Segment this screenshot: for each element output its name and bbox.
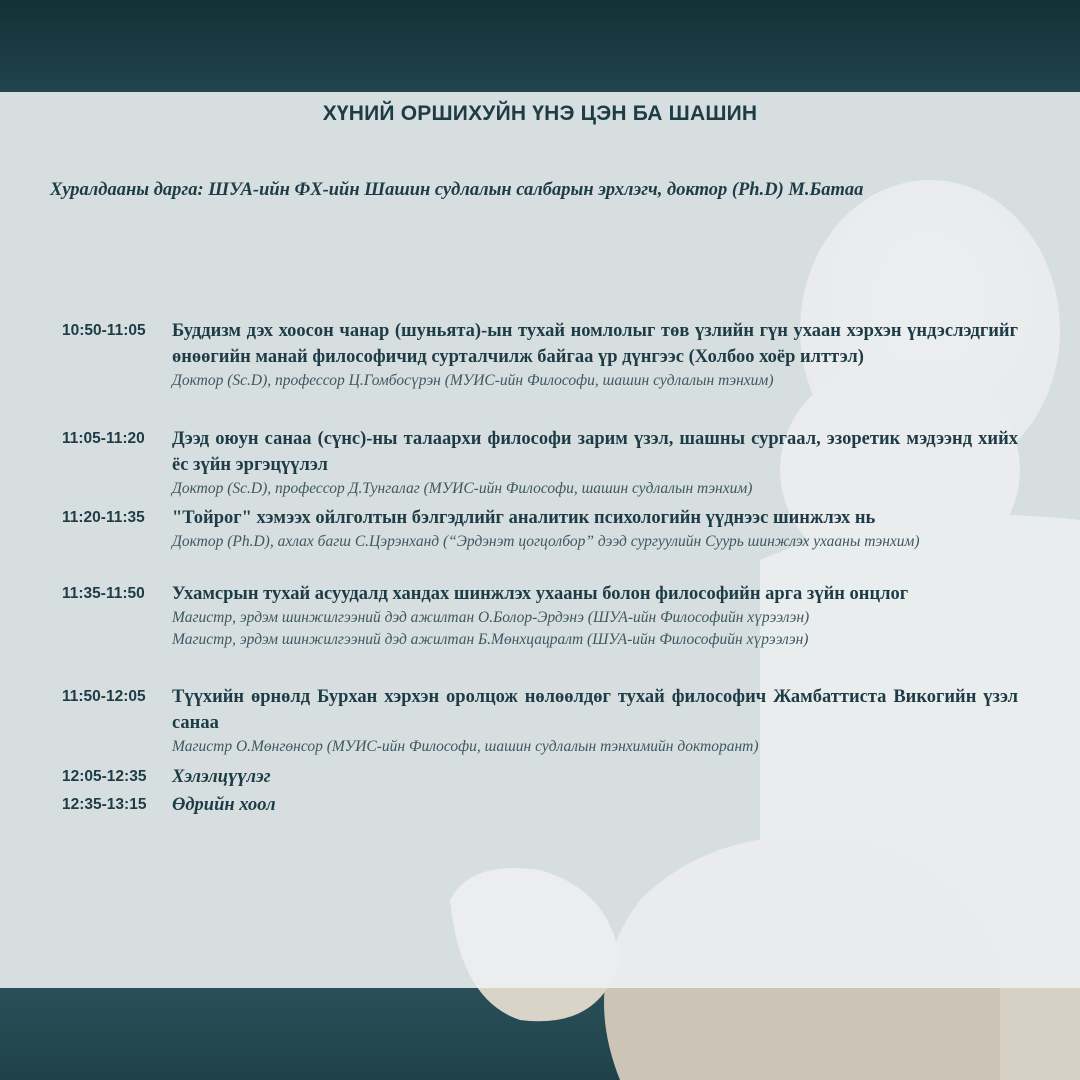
session-topic: Түүхийн өрнөлд Бурхан хэрхэн оролцож нөлөөлдөг тухай философич Жамбаттиста Викогийн үзэл санаа — [172, 687, 1018, 733]
session-time: 10:50-11:05 — [62, 322, 146, 339]
session-speaker: Магистр О.Мөнгөнсор (МУИС-ийн Философи, шашин судлалын тэнхимийн докторант) — [172, 738, 759, 755]
session-time: 12:05-12:35 — [62, 768, 147, 785]
session-speaker: Доктор (Sc.D), профессор Д.Тунгалаг (МУИС-ийн Философи, шашин судлалын тэнхим) — [172, 480, 753, 497]
session-speaker: Магистр, эрдэм шинжилгээний дэд ажилтан О.Болор-Эрдэнэ (ШУА-ийн Философийн хүрээлэн) — [172, 609, 810, 626]
session-topic: Буддизм дэх хоосон чанар (шуньята)-ын тухай номлолыг төв үзлийн гүн ухаан хэрхэн үндэслэдгийг өнөөгийн манай философичид сурталчилж байгаа үр дүнгээс (Холбоо хоёр илттэл) — [172, 321, 1018, 367]
session-speaker: Доктор (Sc.D), профессор Ц.Гомбосүрэн (МУИС-ийн Философи, шашин судлалын тэнхим) — [172, 372, 774, 389]
session-topic: Хэлэлцүүлэг — [172, 767, 271, 787]
session-topic: Дээд оюун санаа (сүнс)-ны талаархи философи зарим үзэл, шашны сургаал, эзоретик мэдээнд хийх ёс зүйн эргэцүүлэл — [172, 429, 1018, 475]
session-speaker: Доктор (Ph.D), ахлах багш С.Цэрэнханд (“Эрдэнэт цогцолбор” дээд сургуулийн Суурь шинжлэх ухааны тэнхим) — [172, 533, 920, 550]
session-time: 11:50-12:05 — [62, 688, 146, 705]
session-chair: Хуралдааны дарга: ШУА-ийн ФХ-ийн Шашин судлалын салбарын эрхлэгч, доктор (Ph.D) М.Батаа — [50, 180, 864, 200]
session-topic: Ухамсрын тухай асуудалд хандах шинжлэх ухааны болон философийн арга зүйн онцлог — [172, 584, 909, 604]
page-title: ХҮНИЙ ОРШИХУЙН ҮНЭ ЦЭН БА ШАШИН — [322, 102, 758, 125]
session-topic: "Тойрог" хэмээх ойлголтын бэлгэдлийг аналитик психологийн үүднээс шинжлэх нь — [172, 508, 876, 528]
session-time: 11:35-11:50 — [62, 585, 145, 602]
session-speaker: Магистр, эрдэм шинжилгээний дэд ажилтан Б.Мөнхцацралт (ШУА-ийн Философийн хүрээлэн) — [172, 631, 809, 648]
session-topic: Өдрийн хоол — [172, 795, 276, 815]
session-time: 11:20-11:35 — [62, 509, 145, 526]
session-time: 11:05-11:20 — [62, 430, 145, 447]
session-time: 12:35-13:15 — [62, 796, 147, 813]
